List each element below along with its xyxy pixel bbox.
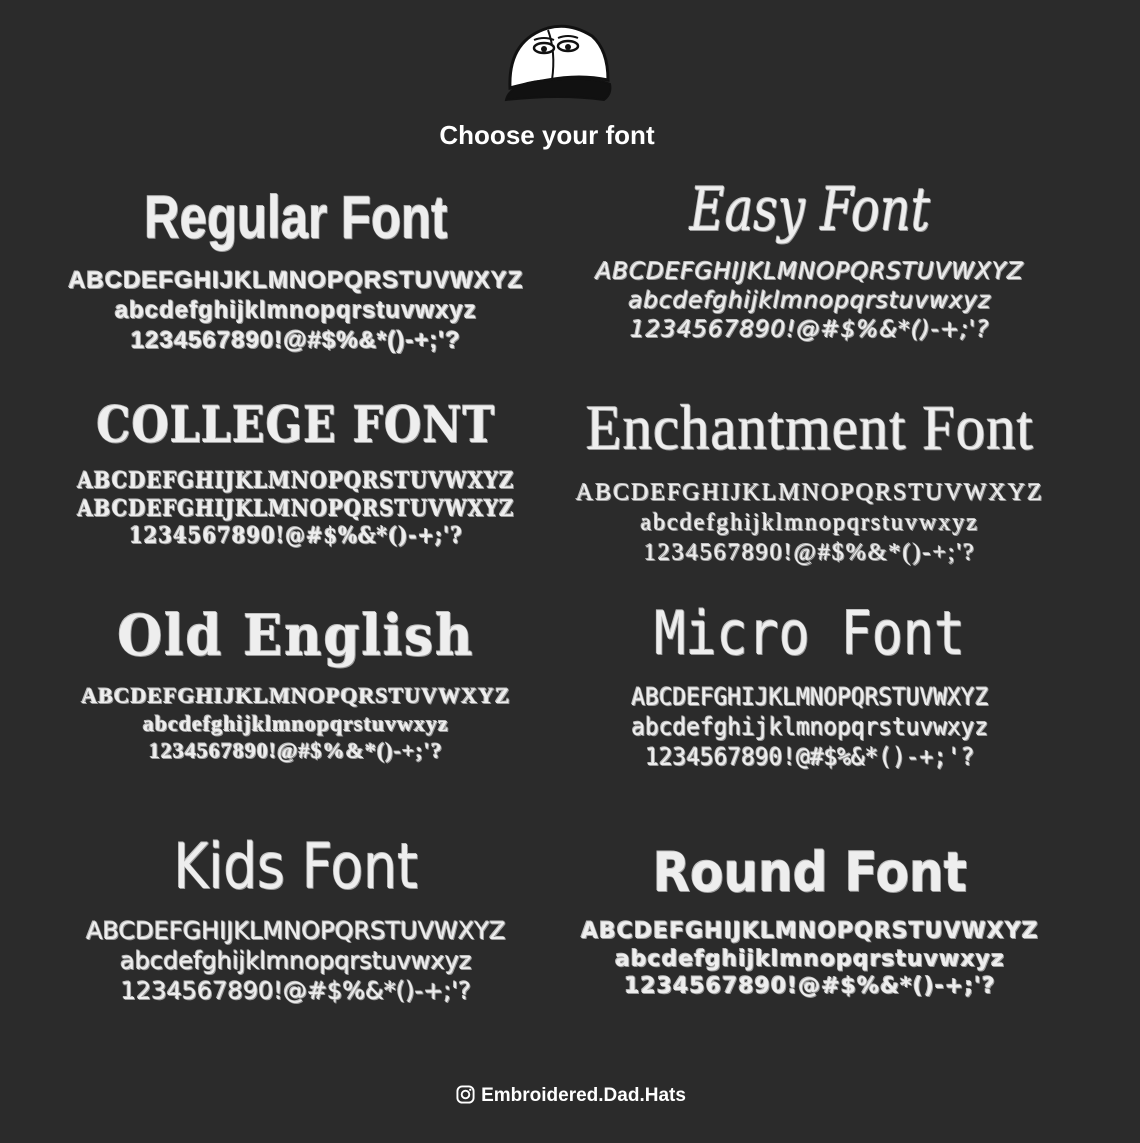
font-sample-round[interactable] [560,841,1060,1001]
page-title: Choose your font [439,120,655,150]
uppercase-sample: ABCDEFGHIJKLMNOPQRSTUVWXYZ [68,267,524,294]
lowercase-sample: abcdefghijklmnopqrstuvwxyz [120,947,472,975]
uppercase-sample: ABCDEFGHIJKLMNOPQRSTUVWXYZ [581,919,1039,944]
numbers-sample: 1234567890!@#$%&*()-+;'? [645,743,975,771]
uppercase-sample: ABCDEFGHIJKLMNOPQRSTUVWXYZ [575,480,1044,506]
font-title: Old English [117,603,475,669]
font-sample-enchantment[interactable] [560,392,1060,568]
uppercase-sample: ABCDEFGHIJKLMNOPQRSTUVWXYZ [631,683,989,711]
font-sample-kids[interactable] [46,830,546,1006]
font-title: Round Font [652,841,968,904]
lowercase-sample: abcdefghijklmnopqrstuvwxyz [143,710,449,736]
numbers-sample: 1234567890!@#$%&*()-+;'? [624,974,996,999]
lowercase-sample: ABCDEFGHIJKLMNOPQRSTUVWXYZ [77,495,515,522]
footer [0,1085,1140,1110]
lowercase-sample: abcdefghijklmnopqrstuvwxyz [631,713,989,741]
lowercase-sample: abcdefghijklmnopqrstuvwxyz [640,510,980,536]
font-sample-easy[interactable] [560,175,1060,344]
font-title: Enchantment Font [585,392,1035,463]
font-title: Regular Font [144,184,448,251]
instagram-icon [456,1085,475,1110]
font-sample-college[interactable] [46,395,546,551]
uppercase-sample: ABCDEFGHIJKLMNOPQRSTUVWXYZ [595,259,1025,285]
numbers-sample: 1234567890!@#$%&*()-+;'? [120,977,472,1005]
font-sample-old-english[interactable] [46,603,546,765]
font-title: COLLEGE FONT [96,395,496,454]
lowercase-sample: abcdefghijklmnopqrstuvwxyz [615,946,1005,972]
numbers-sample: 1234567890!@#$%&*()-+;'? [131,327,461,354]
font-title: Easy Font [689,175,931,245]
lowercase-sample: abcdefghijklmnopqrstuvwxyz [628,287,992,314]
font-sample-micro[interactable] [560,599,1060,772]
font-title: Micro Font [654,599,966,669]
font-title: Kids Font [173,830,419,903]
numbers-sample: 1234567890!@#$%&*()-+;'? [630,316,990,343]
instagram-handle[interactable]: Embroidered.Dad.Hats [481,1085,686,1106]
cap-with-eyes-icon [500,18,615,108]
numbers-sample: 1234567890!@#$%&*()-+;'? [644,540,976,566]
numbers-sample: 1234567890!@#$%&*()-+;'? [129,523,463,549]
uppercase-sample: ABCDEFGHIJKLMNOPQRSTUVWXYZ [86,917,506,945]
font-sample-regular[interactable] [46,184,546,356]
uppercase-sample: ABCDEFGHIJKLMNOPQRSTUVWXYZ [81,683,511,708]
lowercase-sample: abcdefghijklmnopqrstuvwxyz [114,297,478,324]
uppercase-sample: ABCDEFGHIJKLMNOPQRSTUVWXYZ [77,468,515,494]
numbers-sample: 1234567890!@#$%&*()-+;'? [148,738,444,763]
